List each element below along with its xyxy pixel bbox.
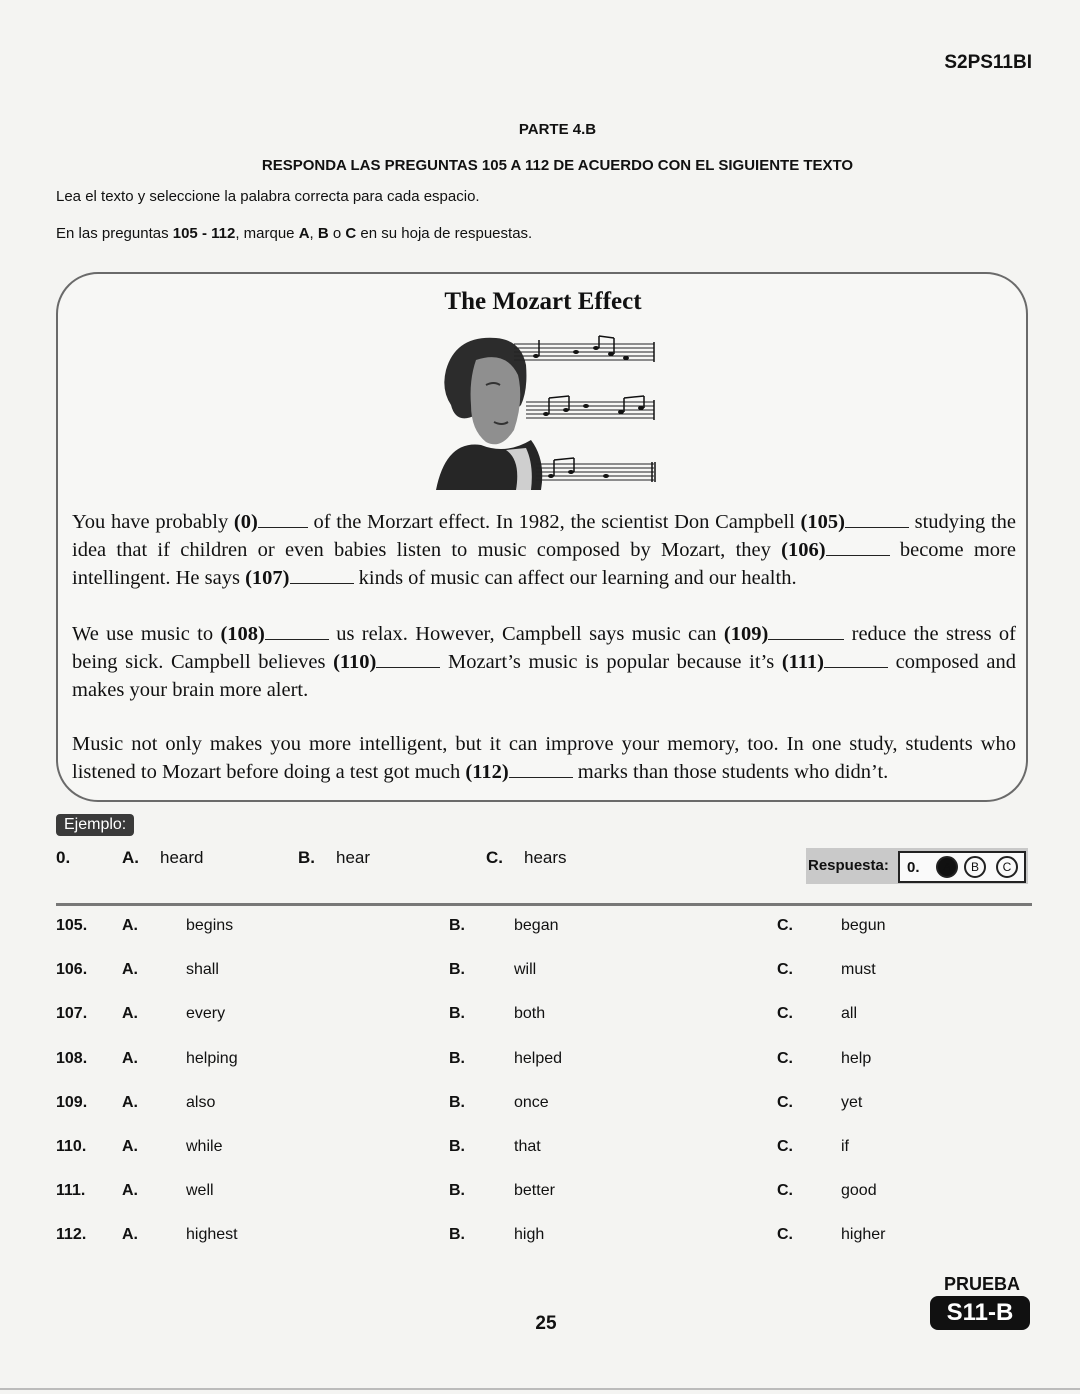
question-number: 108. [56,1049,88,1067]
question-number: 111. [56,1182,86,1200]
option-a: every [186,1005,226,1023]
option-a: also [186,1093,216,1111]
option-b: high [514,1226,545,1244]
paragraph-1: You have probably (0) of the Morzart effect. In 1982, the scientist Don Campbell (105) studying the idea that if children or even babies listen to music composed by Mozart, they (106) become more intellingent. He says (107) kinds of music can affect our learning and our health. [72,511,1016,589]
paragraph-3: Music not only makes you more intelligent, but it can improve your memory, too. In one study, students who listened to Mozart before doing a test got much (112) marks than those students who didn’t. [72,733,1016,783]
page-number: 25 [535,1313,557,1334]
option-b: that [514,1138,541,1155]
option-b-letter: B. [449,1138,465,1155]
text-title: The Mozart Effect [444,288,642,315]
option-b: once [514,1093,549,1111]
divider [56,903,1032,906]
option-a-letter: A. [122,917,138,934]
section-heading: RESPONDA LAS PREGUNTAS 105 A 112 DE ACUERDO CON EL SIGUIENTE TEXTO [261,157,854,174]
question-number: 110. [56,1138,87,1155]
option-a: while [186,1138,223,1155]
option-a: shall [186,961,219,979]
option-c-letter: C. [777,1138,793,1155]
option-c-letter: C. [777,1005,793,1023]
bottom-rule [0,1388,1080,1390]
mozart-portrait-illustration [436,330,666,490]
option-a-letter: A. [122,1138,138,1155]
option-c: yet [841,1093,863,1111]
instruction-1: Lea el texto y seleccione la palabra correcta para cada espacio. [56,188,480,205]
option-c: begun [841,917,886,934]
option-c: must [841,961,876,979]
option-c: if [841,1138,849,1155]
option-c-letter: C. [777,1049,793,1067]
option-a-letter: A. [122,1182,138,1200]
paragraph-2: We use music to (108) us relax. However, Campbell says music can (109) reduce the stress of being sick. Campbell believes (110) Mozart’s music is popular because it’s (111) composed and makes your brain more alert. [72,623,1016,701]
question-number: 105. [56,917,88,934]
option-c: good [841,1182,877,1200]
question-number: 109. [56,1093,88,1111]
option-c-letter: C. [777,917,793,934]
question-number: 106. [56,961,88,979]
option-c-letter: C. [777,1182,793,1200]
answer-bubble-b: B [964,856,986,878]
option-a: well [186,1182,214,1200]
option-a-letter: A. [122,1226,138,1244]
part-title: PARTE 4.B [518,121,597,138]
option-b-letter: B. [449,1093,465,1111]
option-c: help [841,1049,872,1067]
option-a-letter: A. [122,961,138,979]
option-c-letter: C. [777,1093,793,1111]
document-code: S2PS11BI [944,52,1032,73]
example-option-b-letter: B. [298,848,315,867]
prueba-label: PRUEBA [944,1274,1021,1294]
option-c: all [841,1005,858,1023]
option-a: helping [186,1049,238,1067]
option-a: begins [186,917,234,934]
option-a-letter: A. [122,1093,138,1111]
question-number: 112. [56,1226,87,1244]
example-option-a-letter: A. [122,848,139,867]
option-a-letter: A. [122,1005,138,1023]
option-b: began [514,917,559,934]
example-option-c-letter: C. [486,848,503,867]
question-number: 107. [56,1005,88,1023]
option-b: will [514,961,537,979]
example-option-c: hears [524,848,567,867]
option-b: helped [514,1049,563,1067]
option-c: higher [841,1226,886,1244]
example-label: Ejemplo: [56,814,134,836]
answer-bubble-a: A [936,856,958,878]
option-b-letter: B. [449,1182,465,1200]
option-b: better [514,1182,555,1200]
option-b: both [514,1005,546,1023]
instruction-2: En las preguntas 105 - 112, marque A, B o C en su hoja de respuestas. [56,225,533,242]
option-b-letter: B. [449,1226,465,1244]
option-a: highest [186,1226,238,1244]
option-c-letter: C. [777,961,793,979]
option-b-letter: B. [449,917,465,934]
option-a-letter: A. [122,1049,138,1067]
option-b-letter: B. [449,1049,465,1067]
example-number: 0. [56,848,71,867]
option-c-letter: C. [777,1226,793,1244]
answer-number: 0. [907,859,920,876]
test-badge: S11-B [930,1296,1030,1330]
answer-bubble-c: C [996,856,1018,878]
option-b-letter: B. [449,1005,465,1023]
example-option-b: hear [336,848,371,867]
example-option-a: heard [160,848,204,867]
option-b-letter: B. [449,961,465,979]
answer-label: Respuesta: [808,857,889,874]
